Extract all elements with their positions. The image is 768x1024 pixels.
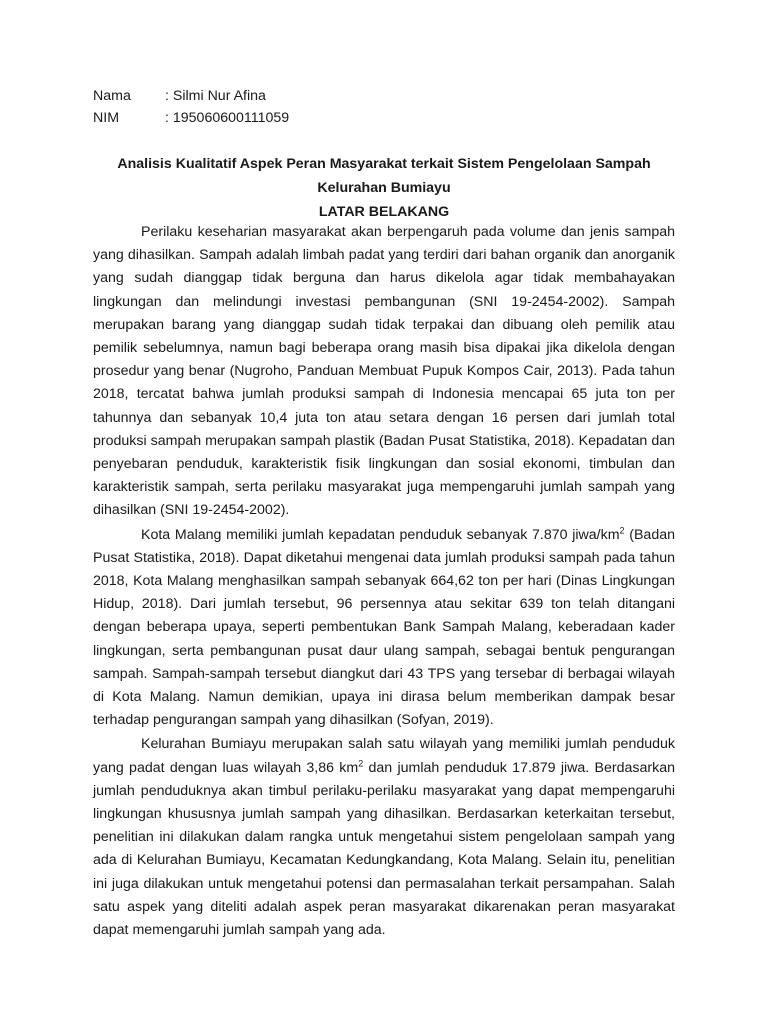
document-title [93, 152, 675, 200]
paragraph-2 [93, 524, 675, 733]
nim-label: NIM [93, 110, 120, 126]
superscript-2: 2 [358, 757, 364, 768]
name-label: Nama [93, 88, 131, 104]
title-line-2: Kelurahan Bumiayu [317, 180, 451, 196]
title-line-1: Analisis Kualitatif Aspek Peran Masyarakat terkait Sistem Pengelolaan Sampah [117, 156, 651, 172]
superscript-2: 2 [619, 524, 625, 535]
name-value: : Silmi Nur Afina [165, 88, 266, 104]
paragraph-3 [93, 733, 675, 942]
author-info [93, 85, 289, 129]
paragraph-3-part-b: dan jumlah penduduk 17.879 jiwa. Berdasarkan jumlah penduduknya akan timbul perilaku-perilaku masyarakat yang dapat mempengaruhi lingkungan khususnya jumlah sampah yang dihasilkan. Berdasarkan keterkaitan tersebut, penelitian ini dilakukan dalam rangka untuk mengetahui sistem pengelolaan sampah yang ada di Kelurahan Bumiayu, Kecamatan Kedungkandang, Kota Malang. Selain itu, penelitian ini juga dilakukan untuk mengetahui potensi dan permasalahan terkait persampahan. Salah satu aspek yang diteliti adalah aspek peran masyarakat dikarenakan peran masyarakat dapat memengaruhi jumlah sampah yang ada. [93, 759, 675, 939]
body-text [93, 221, 675, 943]
nim-value: : 195060600111059 [165, 110, 290, 126]
section-heading: LATAR BELAKANG [318, 204, 450, 220]
paragraph-3-part-a: Kelurahan Bumiayu merupakan salah satu wilayah yang memiliki jumlah penduduk yang padat dengan luas wilayah 3,86 km [93, 736, 675, 776]
paragraph-2-part-a: Kota Malang memiliki jumlah kepadatan penduduk sebanyak 7.870 jiwa/km [141, 526, 620, 543]
paragraph-1: Perilaku keseharian masyarakat akan berpengaruh pada volume dan jenis sampah yang dihasilkan. Sampah adalah limbah padat yang terdiri dari bahan organik dan anorganik yang sudah dianggap tidak berguna dan harus dikelola agar tidak membahayakan lingkungan dan melindungi investasi pembangunan (SNI 19-2454-2002). Sampah merupakan barang yang dianggap sudah tidak terpakai dan dibuang oleh pemilik atau pemilik sebelumnya, namun bagi beberapa orang masih bisa dipakai jika dikelola dengan prosedur yang benar (Nugroho, Panduan Membuat Pupuk Kompos Cair, 2013). Pada tahun 2018, tercatat bahwa jumlah produksi sampah di Indonesia mencapai 65 juta ton per tahunnya dan sebanyak 10,4 juta ton atau setara dengan 16 persen dari jumlah total produksi sampah merupakan sampah plastik (Badan Pusat Statistika, 2018). Kepadatan dan penyebaran penduduk, karakteristik fisik lingkungan dan sosial ekonomi, timbulan dan karakteristik sampah, serta perilaku masyarakat juga mempengaruhi jumlah sampah yang dihasilkan (SNI 19-2454-2002). [93, 224, 675, 519]
paragraph-2-part-b: (Badan Pusat Statistika, 2018). Dapat diketahui mengenai data jumlah produksi sampah pada tahun 2018, Kota Malang menghasilkan sampah sebanyak 664,62 ton per hari (Dinas Lingkungan Hidup, 2018). Dari jumlah tersebut, 96 persennya atau sekitar 639 ton telah ditangani dengan beberapa upaya, seperti pembentukan Bank Sampah Malang, keberadaan kader lingkungan, serta pembangunan pusat daur ulang sampah, sebagai bentuk pengurangan sampah. Sampah-sampah tersebut diangkut dari 43 TPS yang tersebar di berbagai wilayah di Kota Malang. Namun demikian, upaya ini dirasa belum memberikan dampak besar terhadap pengurangan sampah yang dihasilkan (Sofyan, 2019). [93, 526, 675, 729]
nim-row [93, 107, 289, 129]
name-row [93, 85, 289, 107]
